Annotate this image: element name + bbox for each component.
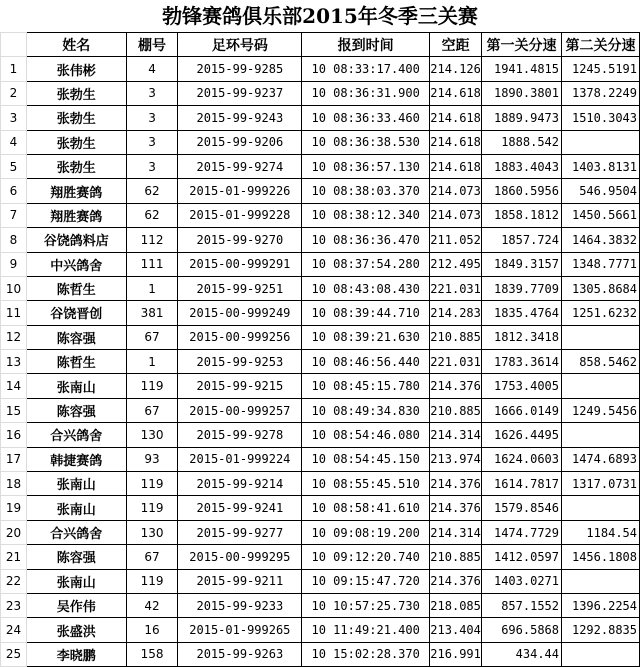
cell-name[interactable]: 陈容强 bbox=[26, 545, 126, 569]
cell-name[interactable]: 张南山 bbox=[26, 374, 126, 398]
cell-shed[interactable]: 158 bbox=[126, 642, 178, 666]
cell-speed-1[interactable]: 1858.1812 bbox=[482, 203, 562, 227]
cell-name[interactable]: 翔胜赛鸽 bbox=[26, 203, 126, 227]
cell-distance[interactable]: 210.885 bbox=[430, 545, 482, 569]
cell-ring[interactable]: 2015-99-9251 bbox=[178, 276, 302, 300]
cell-ring[interactable]: 2015-01-999224 bbox=[178, 447, 302, 471]
cell-time[interactable]: 10 08:46:56.440 bbox=[302, 350, 430, 374]
cell-speed-1[interactable]: 1474.7729 bbox=[482, 520, 562, 544]
cell-ring[interactable]: 2015-00-999256 bbox=[178, 325, 302, 349]
cell-shed[interactable]: 119 bbox=[126, 569, 178, 593]
cell-time[interactable]: 10 15:02:28.370 bbox=[302, 642, 430, 666]
cell-distance[interactable]: 210.885 bbox=[430, 398, 482, 422]
cell-shed[interactable]: 67 bbox=[126, 398, 178, 422]
table-row bbox=[1, 325, 640, 349]
cell-ring[interactable]: 2015-99-9206 bbox=[178, 130, 302, 154]
cell-speed-1[interactable]: 1666.0149 bbox=[482, 398, 562, 422]
cell-speed-1[interactable]: 1849.3157 bbox=[482, 252, 562, 276]
cell-time[interactable]: 10 10:57:25.730 bbox=[302, 593, 430, 617]
cell-time[interactable]: 10 11:49:21.400 bbox=[302, 618, 430, 642]
table-row bbox=[1, 154, 640, 178]
cell-ring[interactable]: 2015-00-999249 bbox=[178, 301, 302, 325]
cell-distance[interactable]: 214.618 bbox=[430, 130, 482, 154]
cell-distance[interactable]: 218.085 bbox=[430, 593, 482, 617]
cell-speed-2[interactable] bbox=[562, 130, 640, 154]
cell-name[interactable]: 合兴鸽舍 bbox=[26, 520, 126, 544]
cell-shed[interactable]: 4 bbox=[126, 57, 178, 81]
cell-ring[interactable]: 2015-99-9233 bbox=[178, 593, 302, 617]
cell-speed-2[interactable]: 1251.6232 bbox=[562, 301, 640, 325]
row-number[interactable]: 16 bbox=[1, 423, 27, 447]
cell-time[interactable]: 10 09:12:20.740 bbox=[302, 545, 430, 569]
cell-distance[interactable]: 212.495 bbox=[430, 252, 482, 276]
table-row bbox=[1, 130, 640, 154]
row-number[interactable]: 2 bbox=[1, 81, 27, 105]
table-row bbox=[1, 106, 640, 130]
cell-shed[interactable]: 3 bbox=[126, 130, 178, 154]
cell-time[interactable]: 10 08:39:44.710 bbox=[302, 301, 430, 325]
cell-distance[interactable]: 213.404 bbox=[430, 618, 482, 642]
row-number[interactable]: 10 bbox=[1, 276, 27, 300]
cell-shed[interactable]: 119 bbox=[126, 472, 178, 496]
cell-name[interactable]: 吴作伟 bbox=[26, 593, 126, 617]
table-row bbox=[1, 398, 640, 422]
header-speed-1[interactable]: 第一关分速 bbox=[482, 33, 562, 57]
cell-name[interactable]: 陈容强 bbox=[26, 325, 126, 349]
cell-ring[interactable]: 2015-99-9211 bbox=[178, 569, 302, 593]
cell-distance[interactable]: 214.376 bbox=[430, 472, 482, 496]
table-row bbox=[1, 350, 640, 374]
row-number[interactable]: 18 bbox=[1, 472, 27, 496]
cell-ring[interactable]: 2015-99-9215 bbox=[178, 374, 302, 398]
cell-shed[interactable]: 67 bbox=[126, 325, 178, 349]
cell-name[interactable]: 谷饶晋创 bbox=[26, 301, 126, 325]
cell-time[interactable]: 10 08:58:41.610 bbox=[302, 496, 430, 520]
cell-name[interactable]: 张勃生 bbox=[26, 130, 126, 154]
cell-distance[interactable]: 214.618 bbox=[430, 106, 482, 130]
cell-speed-2[interactable] bbox=[562, 325, 640, 349]
cell-shed[interactable]: 62 bbox=[126, 203, 178, 227]
cell-name[interactable]: 韩捷赛鸽 bbox=[26, 447, 126, 471]
table-row bbox=[1, 545, 640, 569]
cell-shed[interactable]: 67 bbox=[126, 545, 178, 569]
cell-shed[interactable]: 42 bbox=[126, 593, 178, 617]
cell-speed-1[interactable]: 1412.0597 bbox=[482, 545, 562, 569]
cell-shed[interactable]: 130 bbox=[126, 423, 178, 447]
cell-speed-2[interactable]: 1396.2254 bbox=[562, 593, 640, 617]
table-row bbox=[1, 447, 640, 471]
cell-name[interactable]: 张南山 bbox=[26, 569, 126, 593]
cell-speed-2[interactable]: 1184.54 bbox=[562, 520, 640, 544]
cell-speed-2[interactable] bbox=[562, 423, 640, 447]
cell-ring[interactable]: 2015-99-9270 bbox=[178, 228, 302, 252]
cell-distance[interactable]: 214.314 bbox=[430, 423, 482, 447]
cell-time[interactable]: 10 08:45:15.780 bbox=[302, 374, 430, 398]
row-number[interactable]: 20 bbox=[1, 520, 27, 544]
table-row bbox=[1, 520, 640, 544]
cell-speed-2[interactable] bbox=[562, 374, 640, 398]
cell-name[interactable]: 张盛洪 bbox=[26, 618, 126, 642]
row-number[interactable]: 19 bbox=[1, 496, 27, 520]
cell-ring[interactable]: 2015-99-9243 bbox=[178, 106, 302, 130]
cell-distance[interactable]: 214.376 bbox=[430, 496, 482, 520]
cell-time[interactable]: 10 08:38:12.340 bbox=[302, 203, 430, 227]
table-row bbox=[1, 374, 640, 398]
cell-name[interactable]: 陈容强 bbox=[26, 398, 126, 422]
table-row bbox=[1, 593, 640, 617]
cell-speed-1[interactable]: 1614.7817 bbox=[482, 472, 562, 496]
cell-time[interactable]: 10 08:49:34.830 bbox=[302, 398, 430, 422]
cell-speed-2[interactable]: 1245.5191 bbox=[562, 57, 640, 81]
cell-time[interactable]: 10 08:36:36.470 bbox=[302, 228, 430, 252]
cell-shed[interactable]: 119 bbox=[126, 374, 178, 398]
cell-ring[interactable]: 2015-99-9253 bbox=[178, 350, 302, 374]
table-row bbox=[1, 81, 640, 105]
cell-shed[interactable]: 16 bbox=[126, 618, 178, 642]
cell-distance[interactable]: 213.974 bbox=[430, 447, 482, 471]
table-row bbox=[1, 496, 640, 520]
cell-distance[interactable]: 216.991 bbox=[430, 642, 482, 666]
cell-shed[interactable]: 130 bbox=[126, 520, 178, 544]
cell-shed[interactable]: 119 bbox=[126, 496, 178, 520]
cell-shed[interactable]: 93 bbox=[126, 447, 178, 471]
cell-time[interactable]: 10 08:55:45.510 bbox=[302, 472, 430, 496]
cell-speed-1[interactable]: 1783.3614 bbox=[482, 350, 562, 374]
cell-speed-2[interactable]: 1464.3832 bbox=[562, 228, 640, 252]
cell-shed[interactable]: 1 bbox=[126, 350, 178, 374]
cell-speed-2[interactable]: 1456.1808 bbox=[562, 545, 640, 569]
header-row bbox=[1, 33, 640, 57]
cell-distance[interactable]: 214.283 bbox=[430, 301, 482, 325]
cell-speed-2[interactable]: 1450.5661 bbox=[562, 203, 640, 227]
cell-time[interactable]: 10 08:36:31.900 bbox=[302, 81, 430, 105]
cell-time[interactable]: 10 08:39:21.630 bbox=[302, 325, 430, 349]
cell-distance[interactable]: 214.073 bbox=[430, 203, 482, 227]
row-number[interactable]: 13 bbox=[1, 350, 27, 374]
table-row bbox=[1, 203, 640, 227]
cell-name[interactable]: 张勃生 bbox=[26, 81, 126, 105]
cell-speed-1[interactable]: 1888.542 bbox=[482, 130, 562, 154]
row-number[interactable]: 25 bbox=[1, 642, 27, 666]
cell-ring[interactable]: 2015-99-9278 bbox=[178, 423, 302, 447]
cell-shed[interactable]: 62 bbox=[126, 179, 178, 203]
cell-speed-1[interactable]: 1857.724 bbox=[482, 228, 562, 252]
cell-shed[interactable]: 381 bbox=[126, 301, 178, 325]
cell-name[interactable]: 陈哲生 bbox=[26, 276, 126, 300]
cell-name[interactable]: 张南山 bbox=[26, 496, 126, 520]
cell-name[interactable]: 张南山 bbox=[26, 472, 126, 496]
cell-name[interactable]: 张勃生 bbox=[26, 106, 126, 130]
cell-ring[interactable]: 2015-99-9285 bbox=[178, 57, 302, 81]
cell-name[interactable]: 张伟彬 bbox=[26, 57, 126, 81]
row-number[interactable]: 7 bbox=[1, 203, 27, 227]
cell-speed-2[interactable]: 1510.3043 bbox=[562, 106, 640, 130]
cell-distance[interactable]: 210.885 bbox=[430, 325, 482, 349]
cell-time[interactable]: 10 08:33:17.400 bbox=[302, 57, 430, 81]
cell-speed-1[interactable]: 1403.0271 bbox=[482, 569, 562, 593]
table-row bbox=[1, 179, 640, 203]
cell-speed-1[interactable]: 1753.4005 bbox=[482, 374, 562, 398]
cell-ring[interactable]: 2015-99-9237 bbox=[178, 81, 302, 105]
cell-name[interactable]: 谷饶鸽料店 bbox=[26, 228, 126, 252]
cell-speed-2[interactable]: 1378.2249 bbox=[562, 81, 640, 105]
cell-speed-2[interactable]: 1403.8131 bbox=[562, 154, 640, 178]
cell-distance[interactable]: 211.052 bbox=[430, 228, 482, 252]
sheet-title: 勃锋赛鸽俱乐部2015年冬季三关赛 bbox=[162, 4, 478, 28]
table-row bbox=[1, 423, 640, 447]
cell-time[interactable]: 10 08:36:57.130 bbox=[302, 154, 430, 178]
header-time[interactable]: 报到时间 bbox=[302, 33, 430, 57]
cell-time[interactable]: 10 08:43:08.430 bbox=[302, 276, 430, 300]
table-row bbox=[1, 252, 640, 276]
cell-speed-2[interactable] bbox=[562, 569, 640, 593]
cell-ring[interactable]: 2015-99-9214 bbox=[178, 472, 302, 496]
cell-shed[interactable]: 111 bbox=[126, 252, 178, 276]
cell-shed[interactable]: 3 bbox=[126, 106, 178, 130]
cell-speed-1[interactable]: 1860.5956 bbox=[482, 179, 562, 203]
table-row bbox=[1, 472, 640, 496]
cell-shed[interactable]: 3 bbox=[126, 81, 178, 105]
cell-shed[interactable]: 3 bbox=[126, 154, 178, 178]
row-number[interactable]: 22 bbox=[1, 569, 27, 593]
cell-speed-1[interactable]: 1579.8546 bbox=[482, 496, 562, 520]
cell-ring[interactable]: 2015-01-999228 bbox=[178, 203, 302, 227]
cell-ring[interactable]: 2015-99-9274 bbox=[178, 154, 302, 178]
row-number[interactable]: 5 bbox=[1, 154, 27, 178]
row-number[interactable]: 15 bbox=[1, 398, 27, 422]
header-shed[interactable]: 棚号 bbox=[126, 33, 178, 57]
cell-time[interactable]: 10 09:08:19.200 bbox=[302, 520, 430, 544]
cell-time[interactable]: 10 08:38:03.370 bbox=[302, 179, 430, 203]
cell-speed-2[interactable]: 1292.8835 bbox=[562, 618, 640, 642]
row-number[interactable]: 8 bbox=[1, 228, 27, 252]
row-number[interactable]: 21 bbox=[1, 545, 27, 569]
cell-time[interactable]: 10 08:36:33.460 bbox=[302, 106, 430, 130]
cell-ring[interactable]: 2015-00-999295 bbox=[178, 545, 302, 569]
cell-distance[interactable]: 221.031 bbox=[430, 350, 482, 374]
cell-speed-2[interactable]: 1348.7771 bbox=[562, 252, 640, 276]
cell-speed-1[interactable]: 1941.4815 bbox=[482, 57, 562, 81]
header-ring[interactable]: 足环号码 bbox=[178, 33, 302, 57]
cell-name[interactable]: 陈哲生 bbox=[26, 350, 126, 374]
row-number[interactable]: 9 bbox=[1, 252, 27, 276]
cell-ring[interactable]: 2015-99-9241 bbox=[178, 496, 302, 520]
cell-distance[interactable]: 214.314 bbox=[430, 520, 482, 544]
cell-distance[interactable]: 214.073 bbox=[430, 179, 482, 203]
cell-speed-2[interactable]: 1305.8684 bbox=[562, 276, 640, 300]
cell-speed-1[interactable]: 1835.4764 bbox=[482, 301, 562, 325]
cell-speed-1[interactable]: 696.5868 bbox=[482, 618, 562, 642]
row-number[interactable]: 3 bbox=[1, 106, 27, 130]
cell-time[interactable]: 10 08:37:54.280 bbox=[302, 252, 430, 276]
cell-distance[interactable]: 214.126 bbox=[430, 57, 482, 81]
cell-speed-1[interactable]: 1890.3801 bbox=[482, 81, 562, 105]
cell-shed[interactable]: 1 bbox=[126, 276, 178, 300]
row-number[interactable]: 12 bbox=[1, 325, 27, 349]
cell-speed-1[interactable]: 1626.4495 bbox=[482, 423, 562, 447]
cell-speed-2[interactable] bbox=[562, 496, 640, 520]
cell-speed-1[interactable]: 1812.3418 bbox=[482, 325, 562, 349]
cell-distance[interactable]: 221.031 bbox=[430, 276, 482, 300]
cell-time[interactable]: 10 08:36:38.530 bbox=[302, 130, 430, 154]
cell-distance[interactable]: 214.376 bbox=[430, 569, 482, 593]
cell-distance[interactable]: 214.618 bbox=[430, 81, 482, 105]
cell-name[interactable]: 李晓鹏 bbox=[26, 642, 126, 666]
row-number[interactable]: 4 bbox=[1, 130, 27, 154]
cell-time[interactable]: 10 08:54:45.150 bbox=[302, 447, 430, 471]
cell-speed-1[interactable]: 857.1552 bbox=[482, 593, 562, 617]
row-number[interactable]: 6 bbox=[1, 179, 27, 203]
header-distance[interactable]: 空距 bbox=[430, 33, 482, 57]
header-name[interactable]: 姓名 bbox=[26, 33, 126, 57]
cell-name[interactable]: 张勃生 bbox=[26, 154, 126, 178]
row-number[interactable]: 17 bbox=[1, 447, 27, 471]
cell-ring[interactable]: 2015-00-999257 bbox=[178, 398, 302, 422]
row-number[interactable]: 23 bbox=[1, 593, 27, 617]
cell-ring[interactable]: 2015-99-9277 bbox=[178, 520, 302, 544]
cell-speed-1[interactable]: 1883.4043 bbox=[482, 154, 562, 178]
cell-ring[interactable]: 2015-01-999265 bbox=[178, 618, 302, 642]
cell-speed-1[interactable]: 1624.0603 bbox=[482, 447, 562, 471]
cell-time[interactable]: 10 09:15:47.720 bbox=[302, 569, 430, 593]
cell-speed-2[interactable]: 1317.0731 bbox=[562, 472, 640, 496]
cell-speed-2[interactable]: 1249.5456 bbox=[562, 398, 640, 422]
cell-speed-2[interactable]: 546.9504 bbox=[562, 179, 640, 203]
cell-speed-2[interactable]: 1474.6893 bbox=[562, 447, 640, 471]
cell-speed-1[interactable]: 434.44 bbox=[482, 642, 562, 666]
cell-shed[interactable]: 112 bbox=[126, 228, 178, 252]
results-table bbox=[0, 32, 640, 667]
row-number[interactable]: 1 bbox=[1, 57, 27, 81]
header-speed-2[interactable]: 第二关分速 bbox=[562, 33, 640, 57]
table-row bbox=[1, 642, 640, 666]
cell-distance[interactable]: 214.376 bbox=[430, 374, 482, 398]
cell-name[interactable]: 翔胜赛鸽 bbox=[26, 179, 126, 203]
cell-name[interactable]: 合兴鸽舍 bbox=[26, 423, 126, 447]
row-header-cell[interactable] bbox=[1, 33, 27, 57]
cell-speed-1[interactable]: 1889.9473 bbox=[482, 106, 562, 130]
table-row bbox=[1, 301, 640, 325]
cell-ring[interactable]: 2015-01-999226 bbox=[178, 179, 302, 203]
row-number[interactable]: 24 bbox=[1, 618, 27, 642]
cell-ring[interactable]: 2015-99-9263 bbox=[178, 642, 302, 666]
cell-distance[interactable]: 214.618 bbox=[430, 154, 482, 178]
cell-speed-1[interactable]: 1839.7709 bbox=[482, 276, 562, 300]
cell-ring[interactable]: 2015-00-999291 bbox=[178, 252, 302, 276]
table-row bbox=[1, 276, 640, 300]
cell-speed-2[interactable] bbox=[562, 642, 640, 666]
table-row bbox=[1, 618, 640, 642]
table-row bbox=[1, 57, 640, 81]
cell-time[interactable]: 10 08:54:46.080 bbox=[302, 423, 430, 447]
table-row bbox=[1, 569, 640, 593]
cell-name[interactable]: 中兴鸽舍 bbox=[26, 252, 126, 276]
row-number[interactable]: 11 bbox=[1, 301, 27, 325]
cell-speed-2[interactable]: 858.5462 bbox=[562, 350, 640, 374]
row-number[interactable]: 14 bbox=[1, 374, 27, 398]
table-row bbox=[1, 228, 640, 252]
